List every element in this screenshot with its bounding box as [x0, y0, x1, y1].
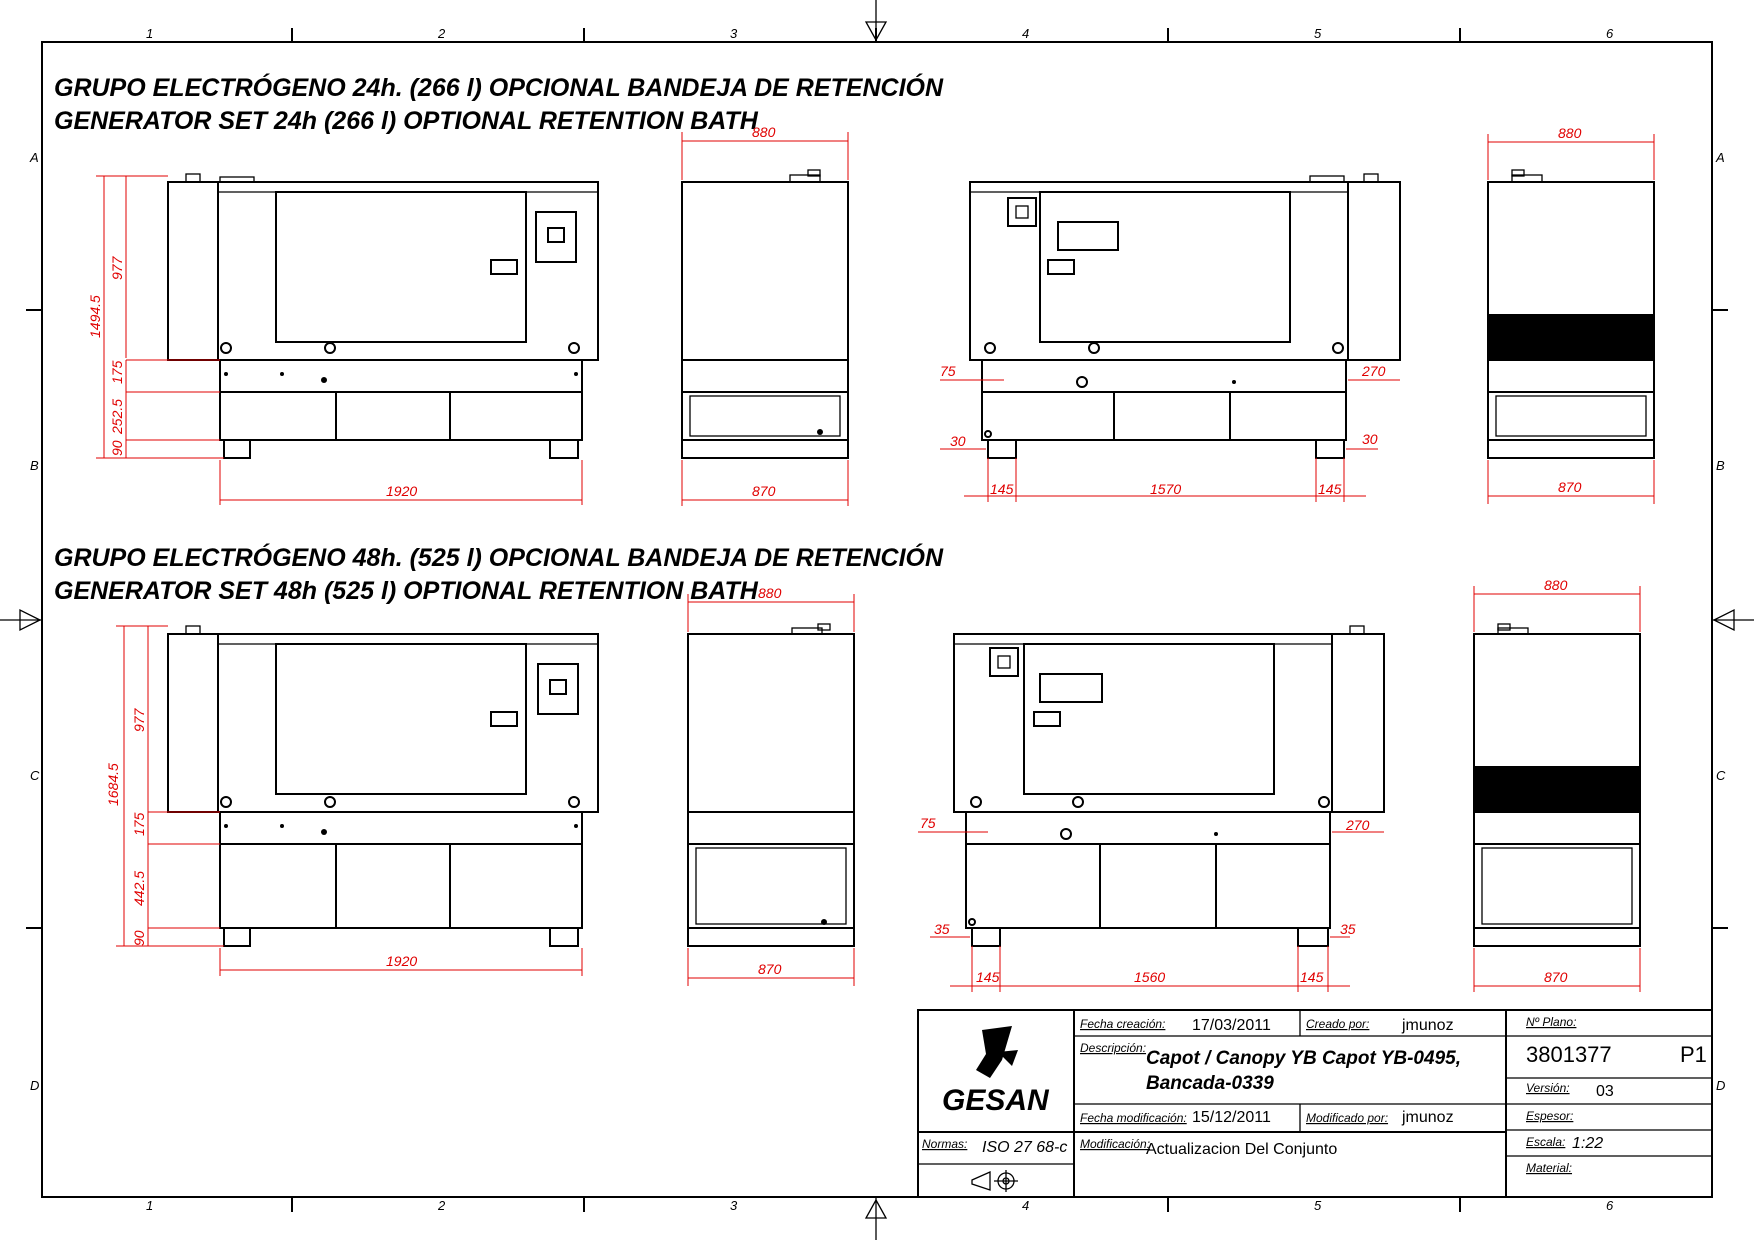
- zone-row-A-left: A: [30, 150, 39, 165]
- zone-col-4-bottom: 4: [1022, 1198, 1030, 1213]
- fecha-creacion-value: 17/03/2011: [1192, 1017, 1271, 1034]
- creado-por-label: Creado por:: [1306, 1017, 1370, 1031]
- s2-rear-dim-foot-left: 35: [934, 921, 950, 937]
- creado-por-value: jmunoz: [1402, 1017, 1454, 1034]
- s1-dim-height-total: 1494.5: [87, 295, 103, 338]
- zone-row-B-right: B: [1716, 458, 1725, 473]
- fecha-creacion-label: Fecha creación:: [1080, 1017, 1166, 1031]
- zone-col-6-bottom: 6: [1606, 1198, 1614, 1213]
- s1-rear-dim-right-offset: 270: [1362, 363, 1386, 379]
- modificado-por-label: Modificado por:: [1306, 1111, 1389, 1125]
- descripcion-label: Descripción:: [1080, 1041, 1147, 1055]
- normas-value: ISO 27 68-c: [982, 1139, 1068, 1156]
- plano-revision: P1: [1680, 1042, 1707, 1067]
- zone-row-D-left: D: [30, 1078, 40, 1093]
- s1-rear-dim-left-offset: 75: [940, 363, 956, 379]
- zone-col-4-top: 4: [1022, 26, 1030, 41]
- modificado-por-value: jmunoz: [1402, 1109, 1454, 1126]
- normas-label: Normas:: [922, 1137, 968, 1151]
- zone-row-A-right: A: [1716, 150, 1725, 165]
- s2-side-dim-top: 880: [758, 585, 782, 601]
- s1-rear-dimensions: [940, 363, 1400, 502]
- s2-rear-dim-right-offset: 270: [1346, 817, 1370, 833]
- zone-col-6-top: 6: [1606, 26, 1614, 41]
- s2-side-dim-bottom: 870: [758, 961, 782, 977]
- s2-front-dimensions: [105, 626, 582, 976]
- s1-end-dim-top: 880: [1558, 125, 1582, 141]
- descripcion-line-2: Bancada-0339: [1146, 1073, 1274, 1094]
- s1-front-view: [168, 174, 598, 458]
- s1-side-view: [682, 170, 848, 458]
- zone-row-C-left: C: [30, 768, 40, 783]
- drawing-frame: [26, 28, 1728, 1212]
- s1-dim-bath-height: 252.5: [109, 398, 125, 434]
- section-1-title-en: GENERATOR SET 24h (266 l) OPTIONAL RETENTION BATH: [54, 107, 758, 135]
- projection-symbol-icon: [972, 1170, 1018, 1192]
- fecha-modificacion-label: Fecha modificación:: [1080, 1111, 1187, 1125]
- s2-end-view: [1474, 624, 1640, 946]
- s2-side-view: [688, 624, 854, 946]
- descripcion-line-1: Capot / Canopy YB Capot YB-0495,: [1146, 1048, 1461, 1069]
- s1-dim-canopy-height: 977: [109, 256, 125, 280]
- zone-col-5-bottom: 5: [1314, 1198, 1322, 1213]
- s2-end-dim-top: 880: [1544, 577, 1568, 593]
- zone-row-C-right: C: [1716, 768, 1726, 783]
- s1-dim-frame-height: 175: [109, 360, 125, 384]
- s2-rear-dim-left-offset: 75: [920, 815, 936, 831]
- zone-col-1-bottom: 1: [146, 1198, 154, 1213]
- zone-col-3-top: 3: [730, 26, 738, 41]
- s1-rear-view: [970, 174, 1400, 458]
- s1-end-view: [1488, 170, 1654, 458]
- zone-labels: [29, 26, 1726, 1213]
- s1-dim-feet-height: 90: [109, 440, 125, 456]
- zone-col-3-bottom: 3: [730, 1198, 738, 1213]
- zone-row-B-left: B: [30, 458, 39, 473]
- modificacion-label: Modificación:: [1080, 1137, 1151, 1151]
- s2-rear-dim-foot-right: 35: [1340, 921, 1356, 937]
- section-1-title-es: GRUPO ELECTRÓGENO 24h. (266 l) OPCIONAL BANDEJA DE RETENCIÓN: [54, 74, 944, 102]
- s1-dim-width: 1920: [386, 483, 418, 499]
- s2-rear-dim-foot-width-left: 145: [976, 969, 1000, 985]
- material-label: Material:: [1526, 1161, 1573, 1175]
- s1-rear-dim-middle: 1570: [1150, 481, 1182, 497]
- section-2-title-es: GRUPO ELECTRÓGENO 48h. (525 l) OPCIONAL BANDEJA DE RETENCIÓN: [54, 544, 944, 572]
- zone-col-2-top: 2: [438, 26, 446, 41]
- s1-rear-dim-foot-width-right: 145: [1318, 481, 1342, 497]
- gesan-logo: [942, 1026, 1050, 1117]
- escala-value: 1:22: [1572, 1135, 1604, 1152]
- s2-rear-view: [954, 626, 1384, 946]
- s1-side-dim-bottom: 870: [752, 483, 776, 499]
- zone-col-1-top: 1: [146, 26, 154, 41]
- s2-dim-height-total: 1684.5: [105, 763, 121, 806]
- s2-dim-width: 1920: [386, 953, 418, 969]
- s1-end-dim-bottom: 870: [1558, 479, 1582, 495]
- s2-end-dim-bottom: 870: [1544, 969, 1568, 985]
- s1-rear-dim-foot-right: 30: [1362, 431, 1378, 447]
- s1-side-dim-top: 880: [752, 124, 776, 140]
- s2-front-view: [168, 626, 598, 946]
- s1-front-dimensions: [87, 176, 582, 505]
- espesor-label: Espesor:: [1526, 1109, 1574, 1123]
- escala-label: Escala:: [1526, 1135, 1566, 1149]
- version-value: 03: [1596, 1083, 1614, 1100]
- zone-row-D-right: D: [1716, 1078, 1726, 1093]
- s2-dim-canopy-height: 977: [131, 708, 147, 732]
- s2-dim-bath-height: 442.5: [131, 870, 147, 906]
- modificacion-value: Actualizacion Del Conjunto: [1146, 1141, 1338, 1158]
- s2-rear-dim-middle: 1560: [1134, 969, 1166, 985]
- version-label: Versión:: [1526, 1081, 1570, 1095]
- section-2-title-en: GENERATOR SET 48h (525 l) OPTIONAL RETENTION BATH: [54, 577, 758, 605]
- s1-rear-dim-foot-left: 30: [950, 433, 966, 449]
- s2-dim-frame-height: 175: [131, 812, 147, 836]
- logo-text: GESAN: [942, 1084, 1049, 1117]
- zone-col-2-bottom: 2: [438, 1198, 446, 1213]
- s2-side-dimensions: [688, 585, 854, 986]
- zone-col-5-top: 5: [1314, 26, 1322, 41]
- s2-rear-dim-foot-width-right: 145: [1300, 969, 1324, 985]
- plano-number: 3801377: [1526, 1042, 1612, 1067]
- s1-rear-dim-foot-width-left: 145: [990, 481, 1014, 497]
- plano-label: Nº Plano:: [1526, 1015, 1577, 1029]
- fecha-modificacion-value: 15/12/2011: [1192, 1109, 1271, 1126]
- s2-dim-feet-height: 90: [131, 930, 147, 946]
- s2-rear-dimensions: [918, 815, 1384, 992]
